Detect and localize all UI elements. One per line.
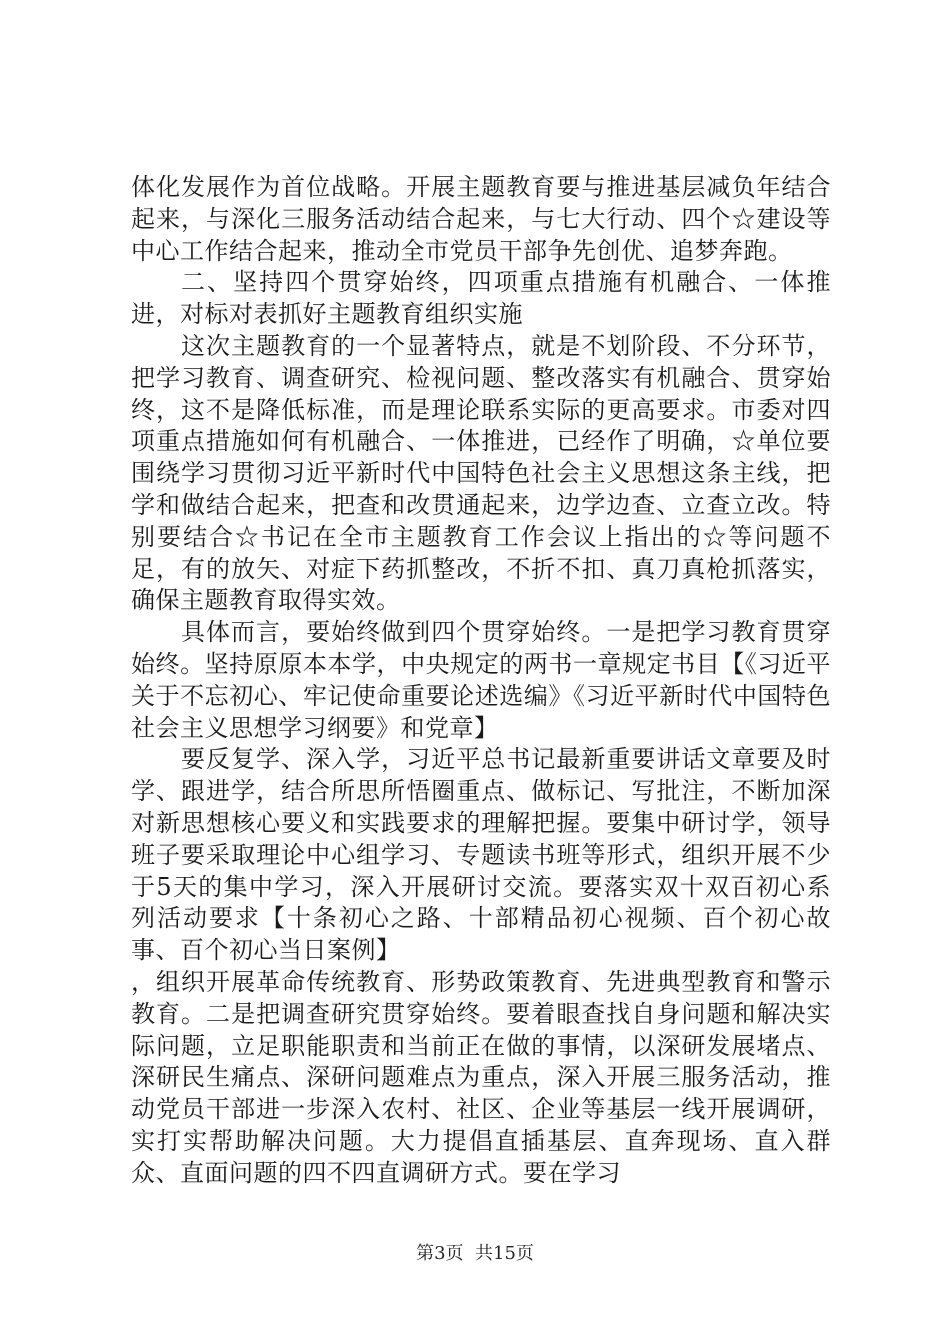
page-number-footer: 第3页 共15页 <box>416 1243 534 1264</box>
paragraph: ，组织开展革命传统教育、形势政策教育、先进典型教育和警示教育。二是把调查研究贯穿始终。要着眼查找自身问题和解决实际问题，立足职能职责和当前正在做的事情，以深研发展堵点、深研民生痛点、深研问题难点为重点，深入开展三服务活动，推动党员干部进一步深入农村、社区、企业等基层一线开展调研，实打实帮助解决问题。大力提倡直插基层、直奔现场、直入群众、直面问题的四不四直调研方式。要在学习 <box>131 967 831 1187</box>
paragraph-continuation: 体化发展作为首位战略。开展主题教育要与推进基层减负年结合起来，与深化三服务活动结合起来，与七大行动、四个☆建设等中心工作结合起来，推动全市党员干部争先创优、追梦奔跑。 <box>131 173 831 265</box>
document-body <box>131 172 831 1190</box>
section-heading: 二、坚持四个贯穿始终，四项重点措施有机融合、一体推进，对标对表抓好主题教育组织实施 <box>131 268 831 329</box>
paragraph: 具体而言，要始终做到四个贯穿始终。一是把学习教育贯穿始终。坚持原原本本学，中央规定的两书一章规定书目【《习近平关于不忘初心、牢记使命重要论述选编》《习近平新时代中国特色社会主义思想学习纲要》和党章】 <box>131 618 831 742</box>
paragraph: 这次主题教育的一个显著特点，就是不划阶段、不分环节，把学习教育、调查研究、检视问题、整改落实有机融合、贯穿始终，这不是降低标准，而是理论联系实际的更高要求。市委对四项重点措施如何有机融合、一体推进，已经作了明确，☆单位要围绕学习贯彻习近平新时代中国特色社会主义思想这条主线，把学和做结合起来，把查和改贯通起来，边学边查、立查立改。特别要结合☆书记在全市主题教育工作会议上指出的☆等问题不足，有的放矢、对症下药抓整改，不折不扣、真刀真枪抓落实，确保主题教育取得实效。 <box>131 331 831 615</box>
paragraph: 要反复学、深入学，习近平总书记最新重要讲话文章要及时学、跟进学，结合所思所悟圈重点、做标记、写批注，不断加深对新思想核心要义和实践要求的理解把握。要集中研讨学，领导班子要采取理论中心组学习、专题读书班等形式，组织开展不少于5天的集中学习，深入开展研讨交流。要落实双十双百初心系列活动要求【十条初心之路、十部精品初心视频、百个初心故事、百个初心当日案例】 <box>131 745 831 965</box>
